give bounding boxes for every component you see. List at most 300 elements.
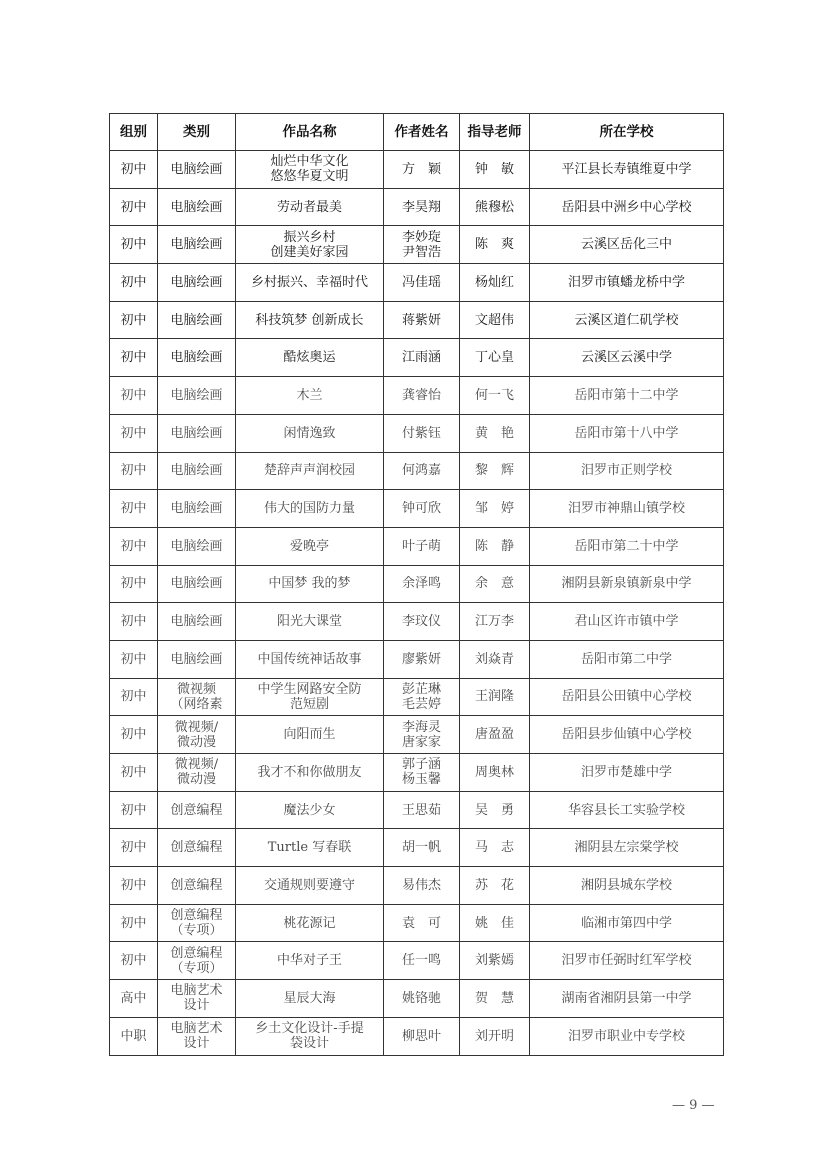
author-cell	[384, 754, 460, 792]
cell-text: 马 志	[474, 840, 514, 856]
group-cell	[110, 452, 158, 490]
table-row	[110, 339, 724, 377]
cell-text: 星辰大海	[283, 990, 336, 1006]
cell-text: 周奥林	[474, 764, 514, 780]
cell-text: 汨罗市神鼎山镇学校	[567, 501, 685, 517]
category-cell	[158, 904, 236, 942]
cell-text: 钟 敏	[474, 161, 514, 177]
cell-text: 刘紫嫣	[474, 953, 514, 969]
author-cell	[384, 791, 460, 829]
table-row	[110, 527, 724, 565]
cell-text: 初中	[120, 614, 147, 630]
work-title-cell	[236, 603, 384, 641]
advisor-cell	[460, 527, 530, 565]
cell-text: 李妙琁 尹智浩	[401, 229, 441, 260]
cell-text: 中国梦 我的梦	[268, 576, 351, 592]
category-cell	[158, 339, 236, 377]
cell-text: 陈 静	[474, 538, 514, 554]
cell-text: 袁 可	[401, 915, 441, 931]
cell-text: 初中	[120, 689, 147, 705]
cell-text: 中学生网路安全防 范短剧	[257, 681, 362, 712]
advisor-cell	[460, 716, 530, 754]
table-row	[110, 716, 724, 754]
author-cell	[384, 1017, 460, 1055]
table-row	[110, 452, 724, 490]
work-title-cell	[236, 301, 384, 339]
cell-text: 微视频 （网络素	[170, 681, 223, 712]
category-header: 类别	[158, 114, 236, 151]
cell-text: 微视频/ 微动漫	[174, 757, 219, 788]
advisor-cell	[460, 339, 530, 377]
cell-text: 汨罗市任弼时红军学校	[561, 953, 692, 969]
work-title-cell	[236, 527, 384, 565]
cell-text: 爱晚亭	[289, 538, 329, 554]
category-cell	[158, 791, 236, 829]
cell-text: 灿烂中华文化 悠悠华夏文明	[270, 154, 349, 185]
group-cell	[110, 565, 158, 603]
cell-text: 创意编程 （专项）	[170, 908, 223, 939]
school-cell	[530, 414, 724, 452]
cell-text: 高中	[120, 990, 147, 1006]
author-cell	[384, 603, 460, 641]
cell-text: 苏 花	[474, 877, 514, 893]
group-cell	[110, 490, 158, 528]
cell-text: 湘阴县新泉镇新泉中学	[561, 576, 692, 592]
school-cell	[530, 603, 724, 641]
advisor-cell	[460, 640, 530, 678]
category-cell	[158, 716, 236, 754]
category-cell	[158, 301, 236, 339]
school-cell	[530, 1017, 724, 1055]
school-header: 所在学校	[530, 114, 724, 151]
table-row	[110, 226, 724, 264]
cell-text: 电脑绘画	[170, 312, 223, 328]
work-title-cell	[236, 490, 384, 528]
author-cell	[384, 377, 460, 415]
cell-text: 初中	[120, 387, 147, 403]
group-header: 组别	[110, 114, 158, 151]
advisor-cell	[460, 414, 530, 452]
advisor-cell	[460, 565, 530, 603]
cell-text: 伟大的国防力量	[263, 501, 355, 517]
cell-text: 柳思叶	[401, 1028, 441, 1044]
work-title-cell	[236, 791, 384, 829]
cell-text: 电脑绘画	[170, 614, 223, 630]
author-cell	[384, 226, 460, 264]
cell-text: 彭芷琳 毛芸婷	[401, 681, 441, 712]
cell-text: 电脑绘画	[170, 387, 223, 403]
cell-text: 初中	[120, 274, 147, 290]
table-row	[110, 640, 724, 678]
cell-text: 劳动者最美	[276, 199, 342, 215]
table-row	[110, 942, 724, 980]
cell-text: 邹 婷	[474, 501, 514, 517]
cell-text: 电脑绘画	[170, 161, 223, 177]
work-title-cell	[236, 754, 384, 792]
table-row	[110, 301, 724, 339]
cell-text: 汨罗市楚雄中学	[580, 764, 672, 780]
cell-text: 电脑绘画	[170, 463, 223, 479]
work-title-cell	[236, 565, 384, 603]
cell-text: 岳阳市第二中学	[580, 651, 672, 667]
author-cell	[384, 829, 460, 867]
cell-text: 岳阳市第二十中学	[574, 538, 679, 554]
work-title-cell	[236, 904, 384, 942]
author-cell	[384, 301, 460, 339]
cell-text: 陈 爽	[474, 237, 514, 253]
category-cell	[158, 640, 236, 678]
author-cell	[384, 980, 460, 1018]
school-cell	[530, 188, 724, 226]
cell-text: 初中	[120, 463, 147, 479]
cell-text: 云溪区岳化三中	[580, 237, 672, 253]
cell-text: 汨罗市镇蟠龙桥中学	[567, 274, 685, 290]
cell-text: 湖南省湘阴县第一中学	[561, 990, 692, 1006]
advisor-cell	[460, 264, 530, 302]
category-cell	[158, 1017, 236, 1055]
cell-text: 电脑绘画	[170, 237, 223, 253]
cell-text: 黄 艳	[474, 425, 514, 441]
work-title-cell	[236, 640, 384, 678]
cell-text: 岳阳县步仙镇中心学校	[561, 727, 692, 743]
school-cell	[530, 791, 724, 829]
table-row	[110, 1017, 724, 1055]
cell-text: 初中	[120, 802, 147, 818]
work-title-cell	[236, 678, 384, 716]
cell-text: 初中	[120, 877, 147, 893]
cell-text: 电脑绘画	[170, 501, 223, 517]
author-cell	[384, 640, 460, 678]
group-cell	[110, 980, 158, 1018]
cell-text: 廖紫妍	[401, 651, 441, 667]
work-title-cell	[236, 188, 384, 226]
work-title-cell	[236, 829, 384, 867]
author-cell	[384, 942, 460, 980]
school-cell	[530, 377, 724, 415]
category-cell	[158, 377, 236, 415]
work-title-cell	[236, 339, 384, 377]
cell-text: 初中	[120, 161, 147, 177]
cell-text: 初中	[120, 538, 147, 554]
school-cell	[530, 301, 724, 339]
category-cell	[158, 980, 236, 1018]
category-cell	[158, 414, 236, 452]
school-cell	[530, 452, 724, 490]
author-cell	[384, 527, 460, 565]
cell-text: 桃花源记	[283, 915, 336, 931]
cell-text: 蒋紫妍	[401, 312, 441, 328]
group-cell	[110, 867, 158, 905]
category-cell	[158, 527, 236, 565]
category-cell	[158, 490, 236, 528]
cell-text: 电脑绘画	[170, 576, 223, 592]
cell-text: 电脑艺术 设计	[170, 1021, 223, 1052]
category-cell	[158, 603, 236, 641]
award-table	[109, 113, 724, 1056]
school-cell	[530, 904, 724, 942]
cell-text: 电脑绘画	[170, 199, 223, 215]
advisor-cell	[460, 188, 530, 226]
school-cell	[530, 678, 724, 716]
cell-text: 我才不和你做朋友	[257, 764, 362, 780]
cell-text: 电脑绘画	[170, 538, 223, 554]
cell-text: 初中	[120, 576, 147, 592]
author-cell	[384, 414, 460, 452]
table-body	[110, 151, 724, 1056]
cell-text: 湘阴县城东学校	[580, 877, 672, 893]
cell-text: 电脑艺术 设计	[170, 983, 223, 1014]
group-cell	[110, 527, 158, 565]
cell-text: 创意编程 （专项）	[170, 945, 223, 976]
school-cell	[530, 490, 724, 528]
work-title-cell	[236, 151, 384, 189]
category-cell	[158, 188, 236, 226]
cell-text: 君山区许市镇中学	[574, 614, 679, 630]
cell-text: 姚铬驰	[401, 990, 441, 1006]
cell-text: 岳阳县公田镇中心学校	[561, 689, 692, 705]
school-cell	[530, 226, 724, 264]
cell-text: 刘开明	[474, 1028, 514, 1044]
cell-text: 任一鸣	[401, 953, 441, 969]
group-cell	[110, 414, 158, 452]
cell-text: 汨罗市职业中专学校	[567, 1028, 685, 1044]
advisor-cell	[460, 867, 530, 905]
advisor-cell	[460, 829, 530, 867]
author-header: 作者姓名	[384, 114, 460, 151]
cell-text: 科技筑梦 创新成长	[255, 312, 364, 328]
advisor-cell	[460, 151, 530, 189]
cell-text: 初中	[120, 237, 147, 253]
group-cell	[110, 1017, 158, 1055]
group-cell	[110, 264, 158, 302]
table-row	[110, 377, 724, 415]
cell-text: 黎 辉	[474, 463, 514, 479]
cell-text: 初中	[120, 764, 147, 780]
advisor-cell	[460, 377, 530, 415]
cell-text: 闲情逸致	[283, 425, 336, 441]
cell-text: 岳阳县中洲乡中心学校	[561, 199, 692, 215]
cell-text: 创意编程	[170, 802, 223, 818]
page-number: — 9 —	[672, 1098, 715, 1113]
cell-text: 楚辞声声润校园	[263, 463, 355, 479]
table-row	[110, 603, 724, 641]
work-title-cell	[236, 980, 384, 1018]
cell-text: 电脑绘画	[170, 350, 223, 366]
cell-text: 微视频/ 微动漫	[174, 719, 219, 750]
cell-text: 初中	[120, 840, 147, 856]
cell-text: 振兴乡村 创建美好家园	[270, 229, 349, 260]
cell-text: 魔法少女	[283, 802, 336, 818]
cell-text: 酷炫奥运	[283, 350, 336, 366]
group-cell	[110, 791, 158, 829]
cell-text: 平江县长寿镇维夏中学	[561, 161, 692, 177]
author-cell	[384, 678, 460, 716]
table-row	[110, 829, 724, 867]
group-cell	[110, 188, 158, 226]
advisor-cell	[460, 226, 530, 264]
cell-text: 贺 慧	[474, 990, 514, 1006]
cell-text: 向阳而生	[283, 727, 336, 743]
advisor-cell	[460, 301, 530, 339]
school-cell	[530, 640, 724, 678]
table-row	[110, 678, 724, 716]
author-cell	[384, 490, 460, 528]
cell-text: 创意编程	[170, 877, 223, 893]
category-cell	[158, 754, 236, 792]
author-cell	[384, 716, 460, 754]
cell-text: 初中	[120, 199, 147, 215]
cell-text: 华容县长工实验学校	[567, 802, 685, 818]
school-cell	[530, 151, 724, 189]
cell-text: 杨灿红	[474, 274, 514, 290]
cell-text: 乡村振兴、幸福时代	[250, 274, 368, 290]
cell-text: 王润隆	[474, 689, 514, 705]
school-cell	[530, 867, 724, 905]
group-cell	[110, 301, 158, 339]
work-title-cell	[236, 226, 384, 264]
work-title-cell	[236, 1017, 384, 1055]
advisor-cell	[460, 904, 530, 942]
table-row	[110, 264, 724, 302]
school-cell	[530, 716, 724, 754]
author-cell	[384, 904, 460, 942]
cell-text: 何一飞	[474, 387, 514, 403]
group-cell	[110, 151, 158, 189]
table-row	[110, 565, 724, 603]
category-cell	[158, 942, 236, 980]
cell-text: 木兰	[296, 387, 323, 403]
work-title-cell	[236, 942, 384, 980]
author-cell	[384, 452, 460, 490]
cell-text: Turtle 写春联	[267, 840, 352, 856]
category-cell	[158, 678, 236, 716]
cell-text: 电脑绘画	[170, 425, 223, 441]
table-row	[110, 188, 724, 226]
advisor-cell	[460, 980, 530, 1018]
cell-text: 何鸿嘉	[401, 463, 441, 479]
group-cell	[110, 904, 158, 942]
group-cell	[110, 829, 158, 867]
work-title-cell	[236, 377, 384, 415]
cell-text: 中职	[120, 1028, 147, 1044]
cell-text: 姚 佳	[474, 915, 514, 931]
cell-text: 江雨涵	[401, 350, 441, 366]
group-cell	[110, 603, 158, 641]
table-row	[110, 490, 724, 528]
group-cell	[110, 942, 158, 980]
cell-text: 湘阴县左宗棠学校	[574, 840, 679, 856]
cell-text: 易伟杰	[401, 877, 441, 893]
group-cell	[110, 226, 158, 264]
cell-text: 乡土文化设计-手提 袋设计	[255, 1021, 364, 1052]
cell-text: 中华对子王	[276, 953, 342, 969]
group-cell	[110, 339, 158, 377]
cell-text: 付紫钰	[401, 425, 441, 441]
advisor-cell	[460, 452, 530, 490]
table-row	[110, 904, 724, 942]
advisor-cell	[460, 791, 530, 829]
advisor-cell	[460, 754, 530, 792]
advisor-cell	[460, 490, 530, 528]
cell-text: 唐盈盈	[474, 727, 514, 743]
category-cell	[158, 264, 236, 302]
category-cell	[158, 452, 236, 490]
cell-text: 丁心皇	[474, 350, 514, 366]
group-cell	[110, 754, 158, 792]
table-header-row	[110, 114, 724, 151]
cell-text: 初中	[120, 915, 147, 931]
advisor-header: 指导老师	[460, 114, 530, 151]
table-row	[110, 791, 724, 829]
cell-text: 王思茹	[401, 802, 441, 818]
cell-text: 岳阳市第十八中学	[574, 425, 679, 441]
cell-text: 云溪区云溪中学	[580, 350, 672, 366]
table-row	[110, 980, 724, 1018]
school-cell	[530, 565, 724, 603]
table-row	[110, 867, 724, 905]
author-cell	[384, 867, 460, 905]
school-cell	[530, 942, 724, 980]
school-cell	[530, 980, 724, 1018]
cell-text: 临湘市第四中学	[580, 915, 672, 931]
cell-text: 电脑绘画	[170, 651, 223, 667]
cell-text: 李海灵 唐家家	[401, 719, 441, 750]
category-cell	[158, 829, 236, 867]
school-cell	[530, 264, 724, 302]
cell-text: 初中	[120, 350, 147, 366]
cell-text: 江万李	[474, 614, 514, 630]
cell-text: 余 意	[474, 576, 514, 592]
cell-text: 初中	[120, 651, 147, 667]
category-cell	[158, 226, 236, 264]
cell-text: 方 颖	[401, 161, 441, 177]
group-cell	[110, 377, 158, 415]
cell-text: 李昊翔	[401, 199, 441, 215]
category-cell	[158, 867, 236, 905]
cell-text: 创意编程	[170, 840, 223, 856]
work-title-cell	[236, 414, 384, 452]
school-cell	[530, 829, 724, 867]
cell-text: 汨罗市正则学校	[580, 463, 672, 479]
school-cell	[530, 339, 724, 377]
cell-text: 文超伟	[474, 312, 514, 328]
cell-text: 云溪区道仁矶学校	[574, 312, 679, 328]
author-cell	[384, 264, 460, 302]
cell-text: 钟可欣	[401, 501, 441, 517]
group-cell	[110, 678, 158, 716]
cell-text: 初中	[120, 727, 147, 743]
work-title-cell	[236, 452, 384, 490]
table-row	[110, 151, 724, 189]
work-title-header: 作品名称	[236, 114, 384, 151]
category-cell	[158, 151, 236, 189]
table-row	[110, 414, 724, 452]
cell-text: 电脑绘画	[170, 274, 223, 290]
advisor-cell	[460, 942, 530, 980]
school-cell	[530, 754, 724, 792]
cell-text: 余泽鸣	[401, 576, 441, 592]
group-cell	[110, 640, 158, 678]
cell-text: 中国传统神话故事	[257, 651, 362, 667]
advisor-cell	[460, 603, 530, 641]
cell-text: 冯佳瑶	[401, 274, 441, 290]
author-cell	[384, 151, 460, 189]
cell-text: 岳阳市第十二中学	[574, 387, 679, 403]
cell-text: 熊穆松	[474, 199, 514, 215]
cell-text: 胡一帆	[401, 840, 441, 856]
school-cell	[530, 527, 724, 565]
author-cell	[384, 339, 460, 377]
